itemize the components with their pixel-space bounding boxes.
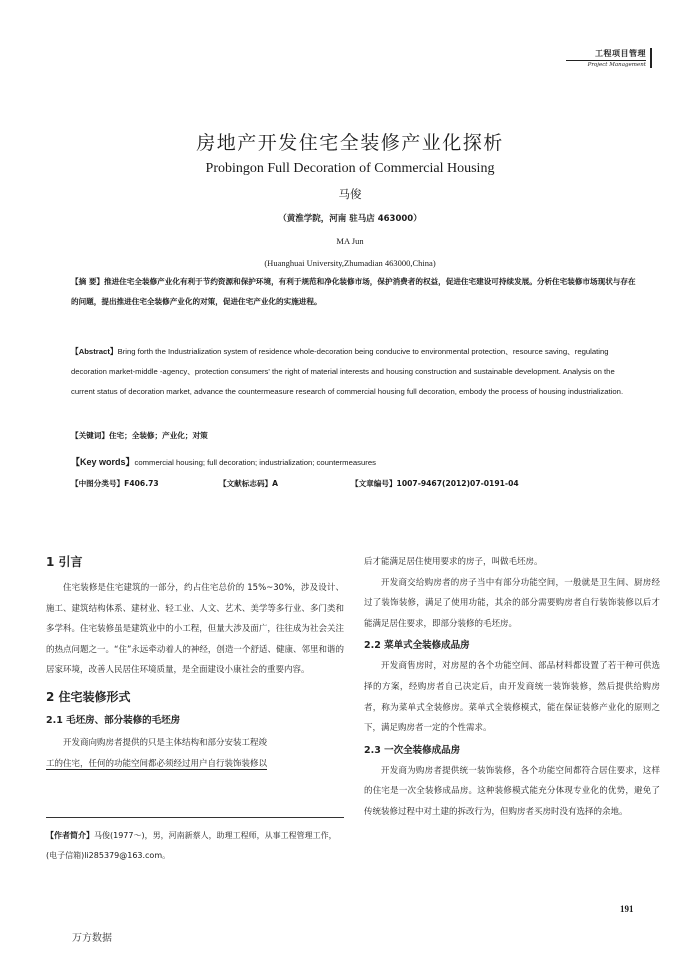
keywords-cn-text: 住宅；全装修；产业化；对策 — [108, 431, 208, 440]
footnote-text: 马俊(1977～)，男，河南新蔡人，助理工程师，从事工程管理工作，(电子信箱)li285379@163.com。 — [46, 831, 337, 860]
author-footnote — [46, 817, 344, 866]
paragraph-rough-house-line1: 开发商向购房者提供的只是主体结构和部分安装工程竣 — [63, 737, 268, 748]
running-header — [566, 48, 652, 68]
heading-decoration-forms: 2 住宅装修形式 — [46, 689, 131, 704]
abstract-chinese — [71, 272, 637, 312]
keywords-en-text: commercial housing; full decoration; industrialization; countermeasures — [134, 458, 376, 467]
author-english: MA Jun — [336, 236, 364, 246]
affiliation-english: (Huanghuai University,Zhumadian 463000,China) — [264, 258, 436, 268]
keywords-english — [71, 455, 376, 468]
paragraph-rough-house-line2 — [46, 754, 344, 775]
running-header-cn: 工程项目管理 — [566, 48, 646, 61]
abstract-english — [71, 342, 637, 402]
title-english: Probingon Full Decoration of Commercial Housing — [205, 161, 495, 176]
page-number: 191 — [620, 904, 634, 914]
footnote-tag: 【作者简介】 — [46, 831, 94, 840]
heading-menu-decoration: 2.2 菜单式全装修成品房 — [364, 640, 470, 652]
paragraph-rough-house-continued: 后才能满足居住使用要求的房子，叫做毛坯房。 — [364, 557, 543, 567]
paragraph-rough-house-line2-text: 工的住宅，任何的功能空间都必须经过用户自行装饰装修以 — [46, 758, 268, 769]
paragraph-one-time-decoration: 开发商为购房者提供统一装饰装修，各个功能空间都符合居住要求，这样的住宅是一次全装修成品房。这种装修模式能充分体现专业化的优势，避免了传统装修过程中对土建的拆改行为，但购房者买房时没有选择的余地。 — [364, 765, 660, 817]
heading-rough-house: 2.1 毛坯房、部分装修的毛坯房 — [46, 714, 181, 726]
watermark-text: 万方数据 — [72, 933, 112, 944]
paragraph-partial-decoration: 开发商交给购房者的房子当中有部分功能空间，一般就是卫生间、厨房经过了装饰装修，满足了使用功能，其余的部分需要购房者自行装饰装修以后才能满足居住要求，即部分装修的毛坯房。 — [364, 577, 660, 629]
paragraph-menu-decoration: 开发商售房时，对房屋的各个功能空间、部品材料都设置了若干种可供选择的方案，经购房者自己决定后，由开发商统一装饰装修，然后提供给购房者，称为菜单式全装修房。菜单式全装修模式，能在保证装修产业化的原则之下，满足购房者一定的个性需求。 — [364, 661, 660, 734]
abstract-en-tag: 【Abstract】 — [71, 347, 118, 356]
running-header-en: Project Management — [587, 62, 646, 68]
heading-one-time-decoration: 2.3 一次全装修成品房 — [364, 744, 461, 756]
abstract-cn-text: 推进住宅全装修产业化有利于节约资源和保护环境，有利于规范和净化装修市场，保护消费者的权益，促进住宅建设可持续发展。分析住宅装修市场现状与存在的问题，提出推进住宅全装修产业化的对策，促进住宅产业化的实施进程。 — [71, 277, 636, 306]
document-code: 【文献标志码】A — [219, 479, 279, 488]
clc-number: 【中图分类号】F406.73 — [71, 479, 159, 488]
keywords-cn-tag: 【关键词】 — [71, 431, 109, 440]
affiliation-chinese: （黄淮学院，河南 驻马店 463000） — [278, 214, 422, 224]
body-left-column — [46, 552, 344, 774]
heading-introduction: 1 引言 — [46, 555, 83, 569]
author-chinese: 马俊 — [338, 187, 362, 201]
paragraph-introduction: 住宅装修是住宅建筑的一部分，约占住宅总价的 15%~30%，涉及设计、施工、建筑结构体系、建材业、轻工业、人文、艺术、美学等多行业、多门类和多学科。住宅装修虽是建筑业中的小工程，但量大涉及面广，往往成为社会关注的热点问题之一。“住”永远牵动着人的神经，创造一个舒适、健康、邻里和谐的居家环境，改善人民居住环境质量，是全面建设小康社会的重要内容。 — [46, 583, 344, 676]
abstract-en-text: Bring forth the Industrialization system of residence whole-decoration being conducive to environmental protection、resource saving、regulating decoration market-middle -agency、protection consumers' the right of material interests and housing construction and sustainable development. Analysis on the current status of decoration market, advance the countermeasure research of commercial housing full decoration, embody the process of housing industrialization. — [71, 347, 624, 396]
title-chinese: 房地产开发住宅全装修产业化探析 — [196, 132, 504, 154]
keywords-chinese — [71, 430, 208, 441]
abstract-cn-tag: 【摘 要】 — [71, 277, 105, 286]
article-number: 【文章编号】1007-9467(2012)07-0191-04 — [351, 479, 519, 488]
body-right-column — [364, 552, 660, 823]
keywords-en-tag: 【Key words】 — [71, 457, 135, 467]
